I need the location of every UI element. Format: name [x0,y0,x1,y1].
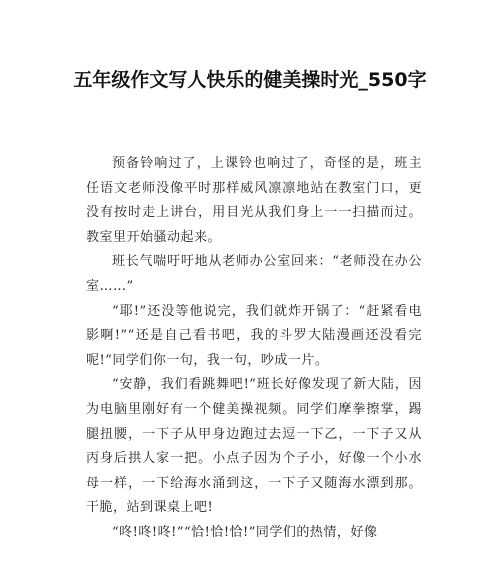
paragraph-1: 预备铃响过了，上课铃也响过了，奇怪的是，班主任语文老师没像平时那样威风凛凛地站在教室门口，更没有按时走上讲台，用目光从我们身上一一扫描而过。教室里开始骚动起来。 [86,156,422,245]
document-body [86,152,422,546]
paragraph-2: 班长气喘吁吁地从老师办公室回来：“老师没在办公室……” [86,254,422,294]
paragraph-4: “安静，我们看跳舞吧!”班长好像发现了新大陆，因为电脑里刚好有一个健美操视频。同学们摩拳擦掌，踢腿扭腰，一下子从甲身边跑过去逗一下乙，一下子又从丙身后拱人家一把。小点子因为个子小，好像一个小水母一样，一下给海水涌到这，一下子又随海水漂到那。干脆，站到课桌上吧! [86,377,422,516]
paragraph-3: “耶!”还没等他说完，我们就炸开锅了：“赶紧看电影啊!”“还是自己看书吧，我的斗罗大陆漫画还没看完呢!”同学们你一句，我一句，吵成一片。 [86,303,422,368]
paragraph-5: “咚!咚!咚!”“恰!恰!恰!”同学们的热情，好像 [112,524,378,540]
document-title: 五年级作文写人快乐的健美操时光_550字 [73,69,427,91]
